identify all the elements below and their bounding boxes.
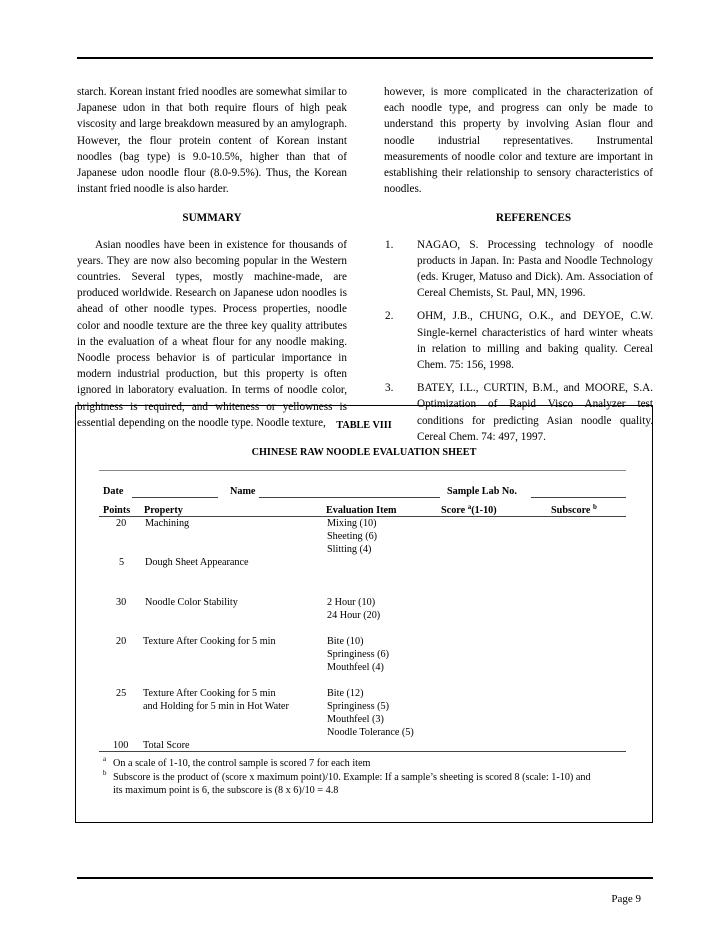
row-points: 20 — [116, 636, 127, 647]
footnote-mark: b — [103, 769, 107, 777]
top-rule — [77, 57, 653, 59]
reference-item: 3. BATEY, I.L., CURTIN, B.M., and MOORE, S.A. Optimization of Rapid Visco Analyzer test conditions for predicting Asian noodle quality. Cereal Chem. 74: 497, 1997. — [385, 382, 653, 443]
left-column — [77, 84, 347, 431]
sample-field-line[interactable] — [531, 497, 626, 498]
row-item: 24 Hour (20) — [327, 610, 381, 621]
evaluation-table-box — [75, 405, 653, 823]
row-points: 30 — [116, 597, 127, 608]
row-points: 20 — [116, 518, 127, 529]
table-title: CHINESE RAW NOODLE EVALUATION SHEET — [251, 447, 477, 458]
row-item: 2 Hour (10) — [327, 597, 376, 608]
name-label: Name — [230, 486, 256, 497]
right-paragraph: however, is more complicated in the characterization of each noodle type, and progress can only be made to understand this property by involving Asian flour and noodle industrial representatives. Instrumental measurements of noodle color and texture are important in establishing their relationship to sensory characteristics of noodles. — [384, 86, 653, 196]
total-divider — [99, 751, 626, 752]
reference-item: 1. NAGAO, S. Processing technology of noodle products in Japan. In: Pasta and Noodle Technology (eds. Kruger, Matuso and Dick). Am. Association of Cereal Chemists, St. Paul, MN, 1996. — [385, 238, 653, 300]
row-property: Dough Sheet Appearance — [145, 557, 249, 568]
row-item: Springiness (5) — [327, 701, 389, 712]
row-property: Texture After Cooking for 5 min — [143, 688, 276, 699]
header-property: Property — [144, 505, 183, 516]
row-item: Springiness (6) — [327, 649, 389, 660]
row-item: Mouthfeel (4) — [327, 662, 384, 673]
header-evaluation-item: Evaluation Item — [326, 505, 397, 516]
row-item: Mouthfeel (3) — [327, 714, 384, 725]
references-heading: REFERENCES — [495, 212, 572, 225]
sample-label: Sample Lab No. — [447, 486, 517, 497]
date-field-line[interactable] — [132, 497, 218, 498]
row-item: Slitting (4) — [327, 544, 372, 555]
page-number: Page 9 — [611, 893, 641, 905]
row-item: Noodle Tolerance (5) — [327, 727, 414, 738]
left-paragraph: starch. Korean instant fried noodles are somewhat similar to Japanese udon in that both require flours of high peak viscosity and large breakdown measured by an amylograph. However, the flour protein content of Korean instant noodles (bag type) is 9.0-10.5%, higher than that of Japanese udon noodle flour (8.0-9.5%). Thus, the Korean instant fried noodle is also harder. — [77, 86, 347, 196]
right-column — [384, 84, 653, 452]
bottom-rule — [77, 877, 653, 879]
total-label: Total Score — [143, 740, 190, 751]
summary-heading: SUMMARY — [182, 212, 242, 225]
footnote-mark: a — [103, 755, 107, 763]
header-points: Points — [103, 505, 131, 516]
row-points: 5 — [119, 557, 125, 568]
row-points: 25 — [116, 688, 127, 699]
footnote-text: On a scale of 1-10, the control sample is scored 7 for each item — [113, 758, 371, 769]
row-item: Bite (10) — [327, 636, 364, 647]
row-property: and Holding for 5 min in Hot Water — [143, 701, 289, 712]
header-subscore: Subscore $^b$ — [551, 503, 597, 516]
summary-text: Asian noodles have been in existence for thousands of years. They are now also becoming popular in the Western countries. Several types, mostly machine-made, are produced worldwide. Research on Japanese udon noodles is ahead of other noodle types. Process properties, noodle color and noodle texture are the three key quality attributes in the evaluation of a wheat flour for any noodle making. Noodle process behavior is of particular importance in modern industrial production, but this property is often ignored in laboratory evaluation. In terms of noodle color, brightness is required, and whiteness or yellowness is essential depending on the noodle type. Noodle texture, — [77, 238, 347, 429]
table-label: TABLE VIII — [336, 420, 392, 431]
name-field-line[interactable] — [259, 497, 440, 498]
row-item: Sheeting (6) — [327, 531, 378, 542]
footnote-text: Subscore is the product of (score x maximum point)/10. Example: If a sample’s sheeting is scored 8 (scale: 1-10) and — [113, 772, 591, 783]
footnote-text: its maximum point is 6, the subscore is (8 x 6)/10 = 4.8 — [113, 785, 339, 796]
row-item: Mixing (10) — [327, 518, 377, 529]
total-points: 100 — [113, 740, 129, 751]
table-divider — [99, 470, 626, 471]
row-item: Bite (12) — [327, 688, 364, 699]
date-label: Date — [103, 486, 124, 497]
row-property: Noodle Color Stability — [145, 597, 238, 608]
header-score: Score $^a$(1-10) — [441, 503, 497, 516]
row-property: Machining — [145, 518, 190, 529]
row-property: Texture After Cooking for 5 min — [143, 636, 276, 647]
reference-item: 2. OHM, J.B., CHUNG, O.K., and DEYOE, C.W. Single-kernel characteristics of hard winter wheats in relation to milling and baking quality. Cereal Chem. 75: 156, 1998. — [385, 310, 653, 372]
